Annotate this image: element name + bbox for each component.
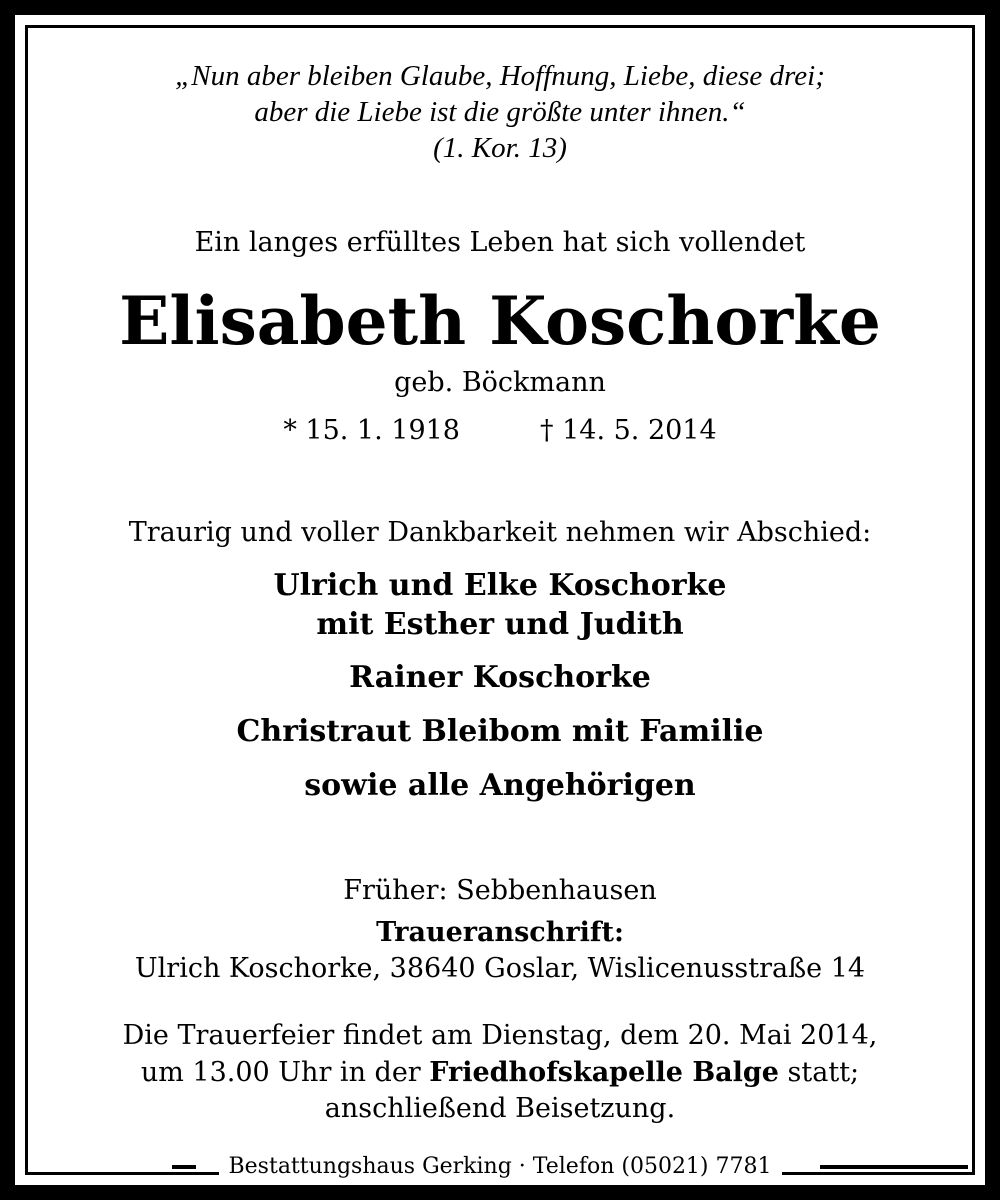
quote-line-1: „Nun aber bleiben Glaube, Hoffnung, Liebe, diese drei; [175,60,825,92]
service-line-3: anschließend Beisetzung. [324,1093,676,1124]
service-line-2 [0,1059,1000,1086]
mourning-address: Ulrich Koschorke, 38640 Goslar, Wislicenusstraße 14 [134,953,866,984]
former-residence: Früher: Sebbenhausen [343,875,657,906]
birth-date: * 15. 1. 1918 [283,415,460,446]
deceased-name: Elisabeth Koschorke [119,282,881,360]
funeral-home-contact: Bestattungshaus Gerking · Telefon (05021) 7781 [219,1154,782,1179]
mourner-family-1-line-2: mit Esther und Judith [316,607,684,642]
service-line-1: Die Trauerfeier findet am Dienstag, dem 20. Mai 2014, [122,1020,878,1051]
chapel-name: Friedhofskapelle Balge [429,1057,779,1088]
quote-reference: (1. Kor. 13) [433,132,567,164]
birth-name: geb. Böckmann [394,367,606,398]
service-line-2-end: statt; [778,1057,860,1088]
mourner-others: sowie alle Angehörigen [304,768,696,803]
service-line-2-start: um 13.00 Uhr in der [140,1057,430,1088]
farewell-text: Traurig und voller Dankbarkeit nehmen wir Abschied: [128,517,872,548]
life-dates [0,417,1000,444]
quote-line-2: aber die Liebe ist die größte unter ihnen.“ [254,96,746,128]
footer [28,1152,972,1182]
mourner-family-2: Rainer Koschorke [349,660,651,695]
mourner-family-1-line-1: Ulrich und Elke Koschorke [273,568,727,603]
intro-text: Ein langes erfülltes Leben hat sich vollendet [194,227,806,258]
address-heading: Traueranschrift: [376,917,624,948]
death-date: † 14. 5. 2014 [540,415,717,446]
mourner-family-3: Christraut Bleibom mit Familie [236,714,764,749]
